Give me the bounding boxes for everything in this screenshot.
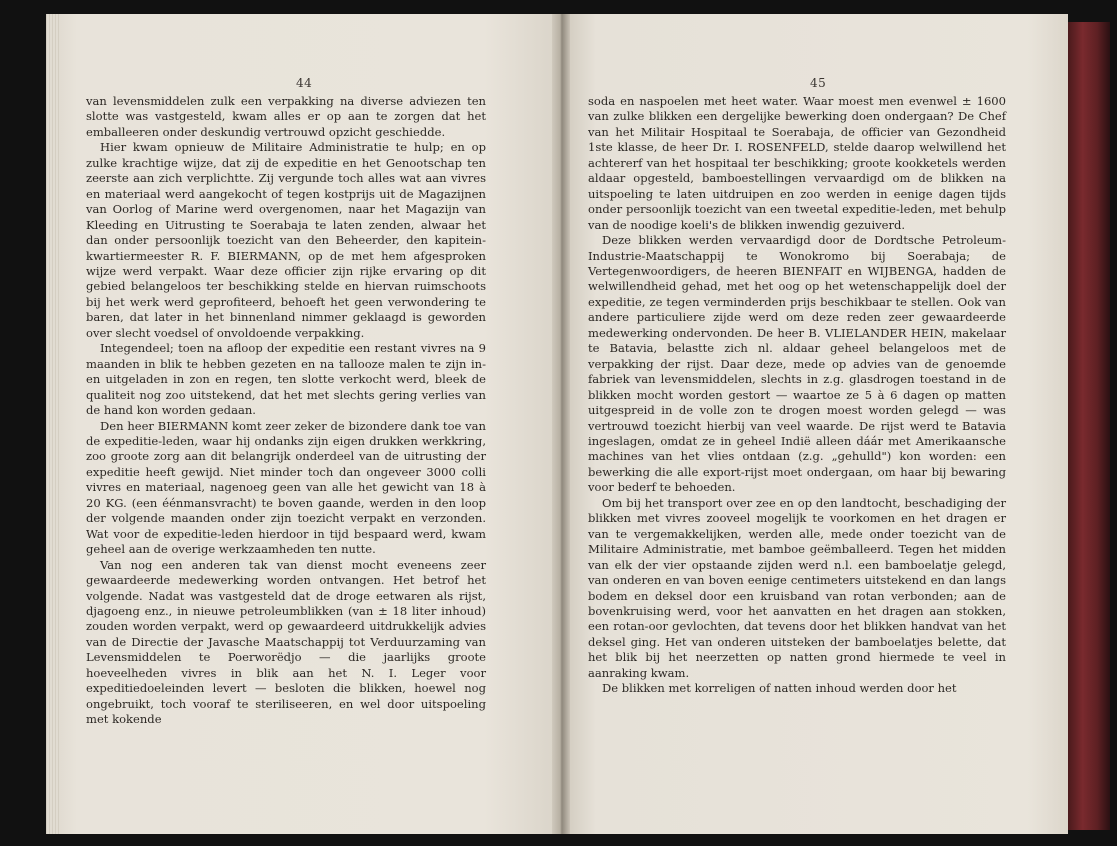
page-number-right: 45 [810, 76, 827, 90]
paragraph: Deze blikken werden vervaardigd door de Dordtsche Petroleum-Industrie-Maatschappij te Wonokromo bij Soerabaja; de Vertegenwoordigers, de heeren BIENFAIT en WIJBENGA, hadden de welwillendheid gehad, met het oog op het wetenschappelijk doel der expeditie, ze tegen verminderden prijs beschikbaar te stellen. Ook van andere particuliere zijde werd om deze reden zeer gewaardeerde medewerking ondervonden. De heer B. VLIELANDER HEIN, makelaar te Batavia, belastte zich nl. aldaar geheel belangeloos met de verpakking der rijst. Daar deze, mede op advies van de genoemde fabriek van levensmiddelen, slechts in z.g. glasdrogen toestand in de blikken mocht worden gestort — waartoe ze 5 à 6 dagen op matten uitgespreid in de volle zon te drogen moest worden gelegd — was vertrouwd toezicht hierbij van veel waarde. De rijst werd te Batavia ingeslagen, omdat ze in geheel Indië alleen dáár met Amerikaansche machines van het vlies ontdaan (z.g. „gehulld") kon worden: een bewerking die alle export-rijst moet ondergaan, om haar bij bewaring voor bederf te behoeden. [588, 233, 1006, 495]
paragraph: Hier kwam opnieuw de Militaire Administratie te hulp; en op zulke krachtige wijze, dat zij de expeditie en het Genootschap ten zeerste aan zich verplichtte. Zij vergunde toch alles wat aan vivres en materiaal werd aangekocht of tegen kostprijs uit de Magazijnen van Oorlog of Marine werd overgenomen, naar het Magazijn van Kleeding en Uitrusting te Soerabaja te laten zenden, alwaar het dan onder persoonlijk toezicht van den Beheerder, den kapitein-kwartiermeester R. F. BIERMANN, op de met hem afgesproken wijze werd verpakt. Waar deze officier zijn rijke ervaring op dit gebied belangeloos ter beschikking stelde en hiervan ruimschoots bij het werk werd geprofiteerd, behoeft het geen verwondering te baren, dat later in het binnenland nimmer geklaagd is geworden over slecht voedsel of onvoldoende verpakking. [86, 140, 486, 340]
book-gutter [552, 14, 570, 834]
paragraph: Den heer BIERMANN komt zeer zeker de bizondere dank toe van de expeditie-leden, waar hij ondanks zijn eigen drukken werkkring, zoo groote zorg aan dit belangrijk onderdeel van de uitrusting der expeditie heeft gewijd. Niet minder toch dan ongeveer 3000 colli vivres en materiaal, nagenoeg geen van alle het gewicht van 18 à 20 KG. (een éénmansvracht) te boven gaande, werden in den loop der volgende maanden onder zijn toezicht verpakt en verzonden. Wat voor de expeditie-leden hierdoor in tijd bespaard werd, kwam geheel aan de overige werkzaamheden ten nutte. [86, 418, 486, 557]
paragraph: van levensmiddelen zulk een verpakking na diverse adviezen ten slotte was vastgesteld, kwam alles er op aan te zorgen dat het emballeeren onder deskundig vertrouwd opzicht geschiedde. [86, 94, 486, 139]
page-number-left: 44 [296, 76, 313, 90]
paragraph: De blikken met korreligen of natten inhoud werden door het [602, 681, 957, 696]
book-binding [1068, 22, 1110, 830]
paragraph: soda en naspoelen met heet water. Waar moest men evenwel ± 1600 van zulke blikken een dergelijke bewerking doen ondergaan? De Chef van het Militair Hospitaal te Soerabaja, de officier van Gezondheid 1ste klasse, de heer Dr. I. ROSENFELD, stelde daarop welwillend het achtererf van het hospitaal ter beschikking; groote kookketels werden aldaar opgesteld, bamboestellingen vervaardigd om de blikken na uitspoeling te laten uitdruipen en zoo werden in eenige dagen tijds onder persoonlijk toezicht van een tweetal expeditie-leden, met behulp van de noodige koeli's de blikken inwendig gezuiverd. [588, 94, 1006, 232]
right-page-text [588, 94, 1006, 697]
paragraph: Van nog een anderen tak van dienst mocht eveneens zeer gewaardeerde medewerking worden ontvangen. Het betrof het volgende. Nadat was vastgesteld dat de droge eetwaren als rijst, djagoeng enz., in nieuwe petroleumblikken (van ± 18 liter inhoud) zouden worden verpakt, werd op gewaardeerd uitdrukkelijk advies van de Directie der Javasche Maatschappij tot Verduurzaming van Levensmiddelen te Poerworëdjo — die jaarlijks groote hoeveelheden vivres in blik aan het N. I. Leger voor expeditiedoeleinden levert — besloten die blikken, hoewel nog ongebruikt, toch vooraf te steriliseeren, en wel door uitspoeling met kokende [86, 557, 486, 727]
left-page-text [86, 94, 486, 728]
paragraph: Om bij het transport over zee en op den landtocht, beschadiging der blikken met vivres zooveel mogelijk te voorkomen en het dragen er van te vergemakkelijken, werden alle, mede onder toezicht van de Militaire Administratie, met bamboe geëmballeerd. Tegen het midden van elk der vier opstaande zijden werd n.l. een bamboelatje gelegd, van onderen en van boven eenige centimeters uitstekend en dan langs bodem en deksel door een kruisband van rotan verbonden; aan de bovenkruising werd, voor het aanvatten en het dragen aan stokken, een rotan-oor gevlochten, dat tevens door het blikken handvat van het deksel ging. Het van onderen uitsteken der bamboelatjes belette, dat het blik bij het neerzetten op natten grond hiermede te veel in aanraking kwam. [588, 495, 1006, 680]
paragraph: Integendeel; toen na afloop der expeditie een restant vivres na 9 maanden in blik te hebben gezeten en na tallooze malen te zijn in- en uitgeladen in zon en regen, ten slotte verkocht werd, bleek de qualiteit nog zoo uitstekend, dat het met slechts gering verlies van de hand kon worden gedaan. [86, 341, 486, 418]
page-edges [46, 14, 60, 834]
